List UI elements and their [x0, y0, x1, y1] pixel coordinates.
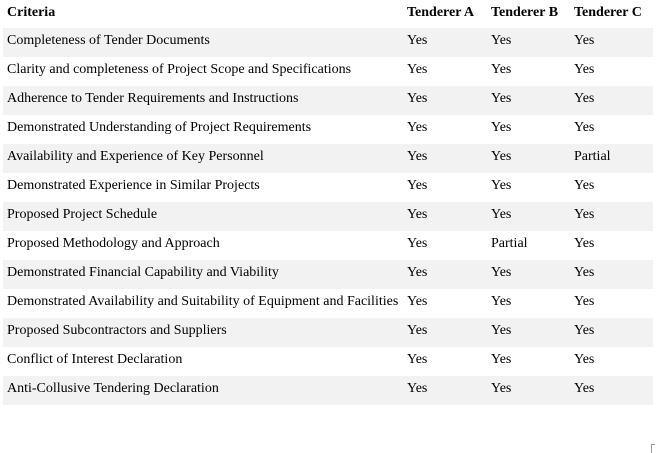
table-row [3, 231, 653, 260]
criteria-cell: Proposed Methodology and Approach [3, 231, 403, 260]
criteria-cell: Demonstrated Financial Capability and Viability [3, 260, 403, 289]
tenderer-c-cell: Yes [570, 231, 653, 260]
tenderer-a-cell: Yes [403, 231, 487, 260]
criteria-cell: Completeness of Tender Documents [3, 28, 403, 57]
header-tenderer-b: Tenderer B [491, 5, 559, 20]
header-criteria: Criteria [7, 5, 56, 20]
tenderer-c-cell: Yes [570, 318, 653, 347]
table-row [3, 57, 653, 86]
tenderer-b-cell: Yes [487, 289, 570, 318]
tenderer-c-cell: Yes [570, 260, 653, 289]
tender-evaluation-document [3, 2, 653, 405]
tenderer-b-cell: Yes [487, 202, 570, 231]
table-body [3, 28, 653, 405]
header-row [3, 2, 653, 28]
criteria-cell: Anti-Collusive Tendering Declaration [3, 376, 403, 405]
tenderer-b-cell: Partial [487, 231, 570, 260]
tenderer-a-cell: Yes [403, 260, 487, 289]
table-row [3, 86, 653, 115]
tenderer-b-cell: Yes [487, 144, 570, 173]
tenderer-b-cell: Yes [487, 347, 570, 376]
table-row [3, 289, 653, 318]
tenderer-b-cell: Yes [487, 173, 570, 202]
criteria-cell: Proposed Subcontractors and Suppliers [3, 318, 403, 347]
tenderer-c-cell: Yes [570, 57, 653, 86]
tenderer-b-cell: Yes [487, 86, 570, 115]
table-row [3, 318, 653, 347]
header-tenderer-a: Tenderer A [407, 5, 475, 20]
tenderer-c-cell: Yes [570, 115, 653, 144]
tenderer-a-cell: Yes [403, 289, 487, 318]
table-row [3, 202, 653, 231]
tenderer-a-cell: Yes [403, 86, 487, 115]
tenderer-c-cell: Yes [570, 376, 653, 405]
tenderer-a-cell: Yes [403, 318, 487, 347]
header-tenderer-c: Tenderer C [574, 5, 642, 20]
crop-corner-mark [651, 444, 655, 453]
tenderer-a-cell: Yes [403, 144, 487, 173]
tenderer-c-cell: Yes [570, 347, 653, 376]
criteria-cell: Availability and Experience of Key Personnel [3, 144, 403, 173]
tenderer-b-cell: Yes [487, 28, 570, 57]
table-row [3, 28, 653, 57]
criteria-cell: Adherence to Tender Requirements and Instructions [3, 86, 403, 115]
criteria-cell: Demonstrated Availability and Suitability of Equipment and Facilities [3, 289, 403, 318]
tenderer-a-cell: Yes [403, 347, 487, 376]
criteria-cell: Demonstrated Understanding of Project Requirements [3, 115, 403, 144]
tender-evaluation-table [3, 2, 653, 405]
tenderer-c-cell: Partial [570, 144, 653, 173]
table-header [3, 2, 653, 28]
table-row [3, 173, 653, 202]
tenderer-c-cell: Yes [570, 202, 653, 231]
table-row [3, 115, 653, 144]
table-row [3, 260, 653, 289]
table-row [3, 144, 653, 173]
tenderer-a-cell: Yes [403, 173, 487, 202]
tenderer-a-cell: Yes [403, 57, 487, 86]
table-row [3, 347, 653, 376]
tenderer-b-cell: Yes [487, 376, 570, 405]
tenderer-a-cell: Yes [403, 115, 487, 144]
tenderer-c-cell: Yes [570, 173, 653, 202]
tenderer-a-cell: Yes [403, 202, 487, 231]
tenderer-b-cell: Yes [487, 115, 570, 144]
tenderer-b-cell: Yes [487, 318, 570, 347]
tenderer-b-cell: Yes [487, 260, 570, 289]
tenderer-c-cell: Yes [570, 28, 653, 57]
tenderer-b-cell: Yes [487, 57, 570, 86]
criteria-cell: Proposed Project Schedule [3, 202, 403, 231]
tenderer-c-cell: Yes [570, 86, 653, 115]
tenderer-a-cell: Yes [403, 376, 487, 405]
table-row [3, 376, 653, 405]
criteria-cell: Demonstrated Experience in Similar Projects [3, 173, 403, 202]
criteria-cell: Clarity and completeness of Project Scope and Specifications [3, 57, 403, 86]
tenderer-a-cell: Yes [403, 28, 487, 57]
criteria-cell: Conflict of Interest Declaration [3, 347, 403, 376]
tenderer-c-cell: Yes [570, 289, 653, 318]
